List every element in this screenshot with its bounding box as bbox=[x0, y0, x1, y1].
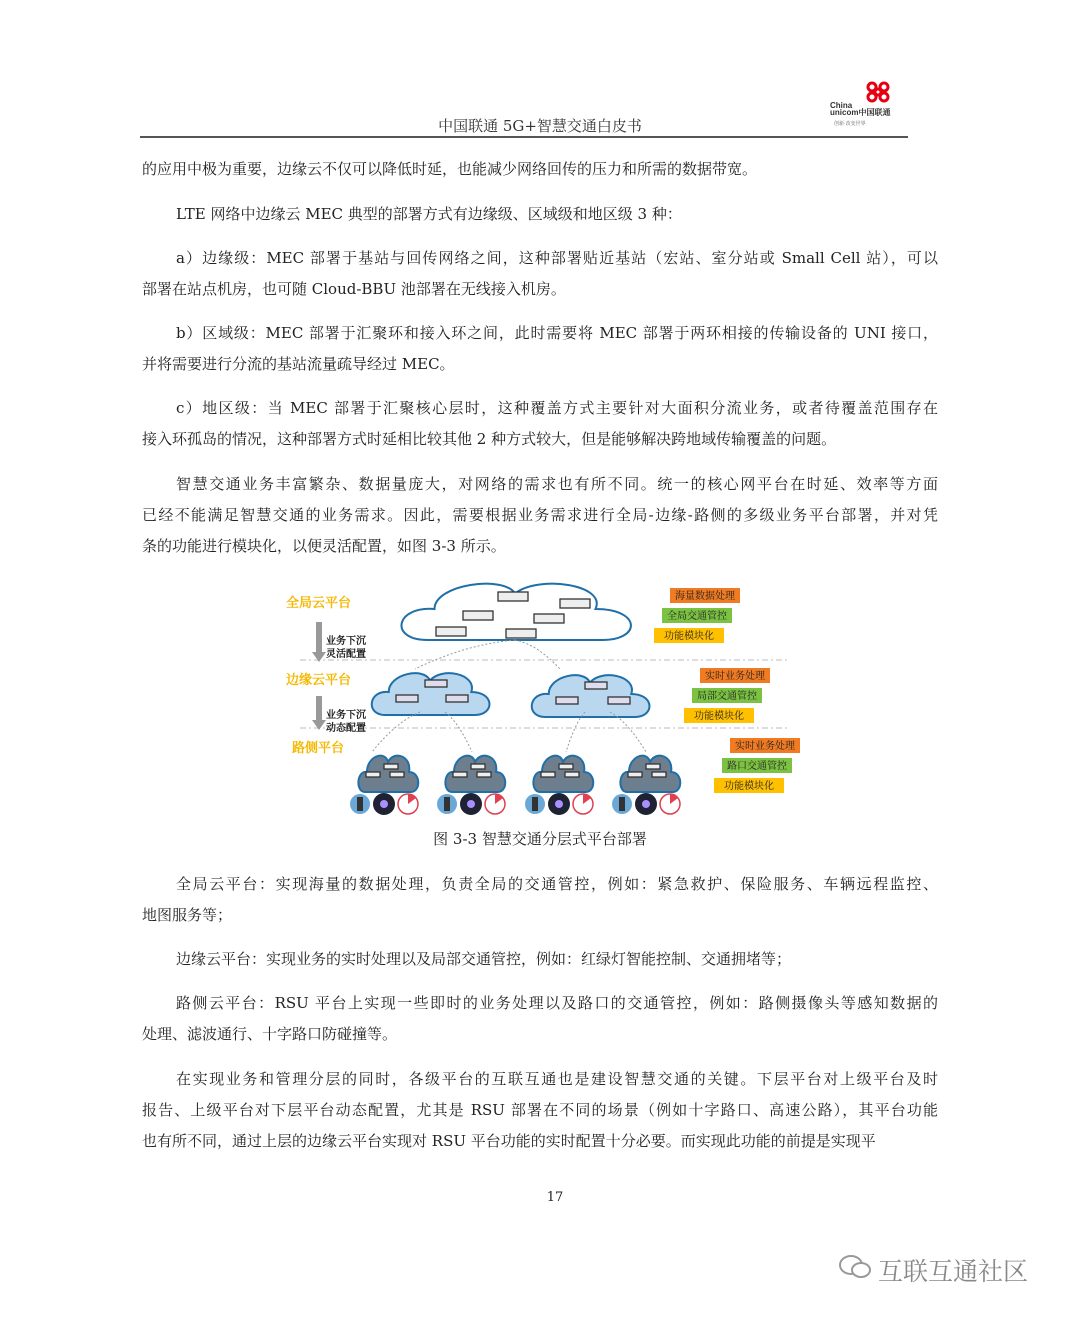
paragraph-line: 并将需要进行分流的基站流量疏导经过 MEC。 bbox=[142, 355, 455, 373]
server-icon bbox=[556, 697, 578, 704]
function-tag-label: 局部交通管控 bbox=[697, 691, 757, 702]
paragraph-line: LTE 网络中边缘云 MEC 典型的部署方式有边缘级、区域级和地区级 3 种： bbox=[176, 205, 682, 223]
paragraph-line: 接入环孤岛的情况，这种部署方式时延相比较其他 2 种方式较大，但是能够解决跨地域传输覆盖的问题。 bbox=[142, 430, 837, 448]
flow-arrow bbox=[415, 640, 515, 669]
logo-slogan: 创新·改变世界 bbox=[834, 121, 866, 127]
paragraph-line: 的应用中极为重要，边缘云不仅可以降低时延，也能减少网络回传的压力和所需的数据带宽。 bbox=[142, 160, 758, 178]
tier-label: 全局云平台 bbox=[286, 596, 352, 611]
server-icon bbox=[471, 764, 485, 769]
flow-arrow bbox=[372, 712, 420, 752]
arrow-label: 业务下沉 bbox=[326, 710, 366, 721]
down-arrow bbox=[316, 622, 322, 652]
function-tag-label: 功能模块化 bbox=[724, 781, 774, 792]
paragraph-line: 也有所不同，通过上层的边缘云平台实现对 RSU 平台功能的实时配置十分必要。而实现此功能的前提是实现平 bbox=[142, 1132, 876, 1150]
server-icon bbox=[628, 772, 642, 777]
camera-lens bbox=[642, 800, 650, 808]
header-rule bbox=[140, 136, 908, 138]
paragraph-line: b）区域级：MEC 部署于汇聚环和接入环之间，此时需要将 MEC 部署于两环相接的传输设备的 UNI 接口， bbox=[176, 324, 938, 342]
paragraph-line: 部署在站点机房，也可随 Cloud-BBU 池部署在无线接入机房。 bbox=[142, 280, 566, 298]
radar-sweep bbox=[583, 794, 591, 804]
server-icon bbox=[541, 772, 555, 777]
traffic-light-body bbox=[619, 797, 625, 811]
paragraph-line: c）地区级：当 MEC 部署于汇聚核心层时，这种覆盖方式主要针对大面积分流业务，或者待覆盖范围存在 bbox=[176, 399, 938, 417]
function-tag-label: 实时业务处理 bbox=[735, 741, 795, 752]
function-tag-label: 全局交通管控 bbox=[667, 611, 727, 622]
server-icon bbox=[477, 772, 491, 777]
server-icon bbox=[384, 764, 398, 769]
function-tag-label: 功能模块化 bbox=[664, 631, 714, 642]
camera-lens bbox=[555, 800, 563, 808]
traffic-light-body bbox=[444, 797, 450, 811]
server-icon bbox=[463, 611, 493, 620]
flow-arrow bbox=[445, 712, 472, 752]
tier-label: 边缘云平台 bbox=[286, 673, 352, 688]
server-icon bbox=[366, 772, 380, 777]
paragraph-line: 边缘云平台：实现业务的实时处理以及局部交通管控，例如：红绿灯智能控制、交通拥堵等； bbox=[176, 950, 792, 968]
down-arrow bbox=[316, 696, 322, 720]
server-icon bbox=[534, 614, 564, 623]
camera-lens bbox=[467, 800, 475, 808]
paragraph-line: a）边缘级：MEC 部署于基站与回传网络之间，这种部署贴近基站（宏站、室分站或 Small Cell 站），可以 bbox=[176, 249, 938, 267]
layered-platform-diagram bbox=[270, 572, 810, 824]
server-icon bbox=[559, 764, 573, 769]
page-number: 17 bbox=[546, 1190, 564, 1205]
watermark-text: 互联互通社区 bbox=[878, 1257, 1029, 1286]
figure-caption: 图 3-3 智慧交通分层式平台部署 bbox=[433, 830, 647, 848]
paragraph-line: 全局云平台：实现海量的数据处理，负责全局的交通管控，例如：紧急救护、保险服务、车辆远程监控、 bbox=[176, 875, 938, 893]
server-icon bbox=[498, 592, 528, 601]
camera-lens bbox=[380, 800, 388, 808]
paragraph-line: 条的功能进行模块化，以便灵活配置，如图 3-3 所示。 bbox=[142, 537, 506, 555]
paragraph-line: 路侧云平台：RSU 平台上实现一些即时的业务处理以及路口的交通管控，例如：路侧摄像头等感知数据的 bbox=[176, 994, 938, 1012]
radar-sweep bbox=[408, 794, 416, 804]
server-icon bbox=[608, 697, 630, 704]
arrow-label: 动态配置 bbox=[326, 723, 366, 734]
server-icon bbox=[565, 772, 579, 777]
header-title: 中国联通 5G+智慧交通白皮书 bbox=[438, 117, 642, 135]
arrow-label: 灵活配置 bbox=[326, 649, 366, 660]
china-unicom-logo: China unicom中国联通 创新·改变世界 bbox=[828, 80, 908, 130]
server-icon bbox=[446, 695, 468, 702]
server-icon bbox=[585, 682, 607, 689]
server-icon bbox=[560, 599, 590, 608]
server-icon bbox=[436, 627, 466, 636]
radar-sweep bbox=[670, 794, 678, 804]
server-icon bbox=[425, 680, 447, 687]
function-tag-label: 路口交通管控 bbox=[727, 761, 787, 772]
server-icon bbox=[453, 772, 467, 777]
arrow-label: 业务下沉 bbox=[326, 636, 366, 647]
tier-label: 路侧平台 bbox=[292, 741, 345, 756]
paragraph-line: 已经不能满足智慧交通的业务需求。因此，需要根据业务需求进行全局-边缘-路侧的多级业务平台部署，并对凭 bbox=[142, 506, 938, 524]
function-tag-label: 实时业务处理 bbox=[705, 671, 765, 682]
paragraph-line: 报告、上级平台对下层平台动态配置，尤其是 RSU 部署在不同的场景（例如十字路口、高速公路），其平台功能 bbox=[142, 1101, 938, 1119]
server-icon bbox=[390, 772, 404, 777]
function-tag-label: 功能模块化 bbox=[694, 711, 744, 722]
flow-arrow bbox=[515, 640, 560, 669]
traffic-light-body bbox=[532, 797, 538, 811]
paragraph-line: 地图服务等； bbox=[142, 906, 233, 924]
server-icon bbox=[652, 772, 666, 777]
traffic-light-body bbox=[357, 797, 363, 811]
server-icon bbox=[646, 764, 660, 769]
wechat-icon bbox=[838, 1254, 872, 1286]
paragraph-line: 处理、滤波通行、十字路口防碰撞等。 bbox=[142, 1025, 398, 1043]
radar-sweep bbox=[495, 794, 503, 804]
function-tag-label: 海量数据处理 bbox=[675, 591, 735, 602]
watermark bbox=[838, 1252, 1028, 1288]
server-icon bbox=[396, 695, 418, 702]
server-icon bbox=[506, 629, 536, 638]
paragraph-line: 在实现业务和管理分层的同时，各级平台的互联互通也是建设智慧交通的关键。下层平台对上级平台及时 bbox=[176, 1070, 938, 1088]
paragraph-line: 智慧交通业务丰富繁杂、数据量庞大，对网络的需求也有所不同。统一的核心网平台在时延、效率等方面 bbox=[176, 475, 938, 493]
